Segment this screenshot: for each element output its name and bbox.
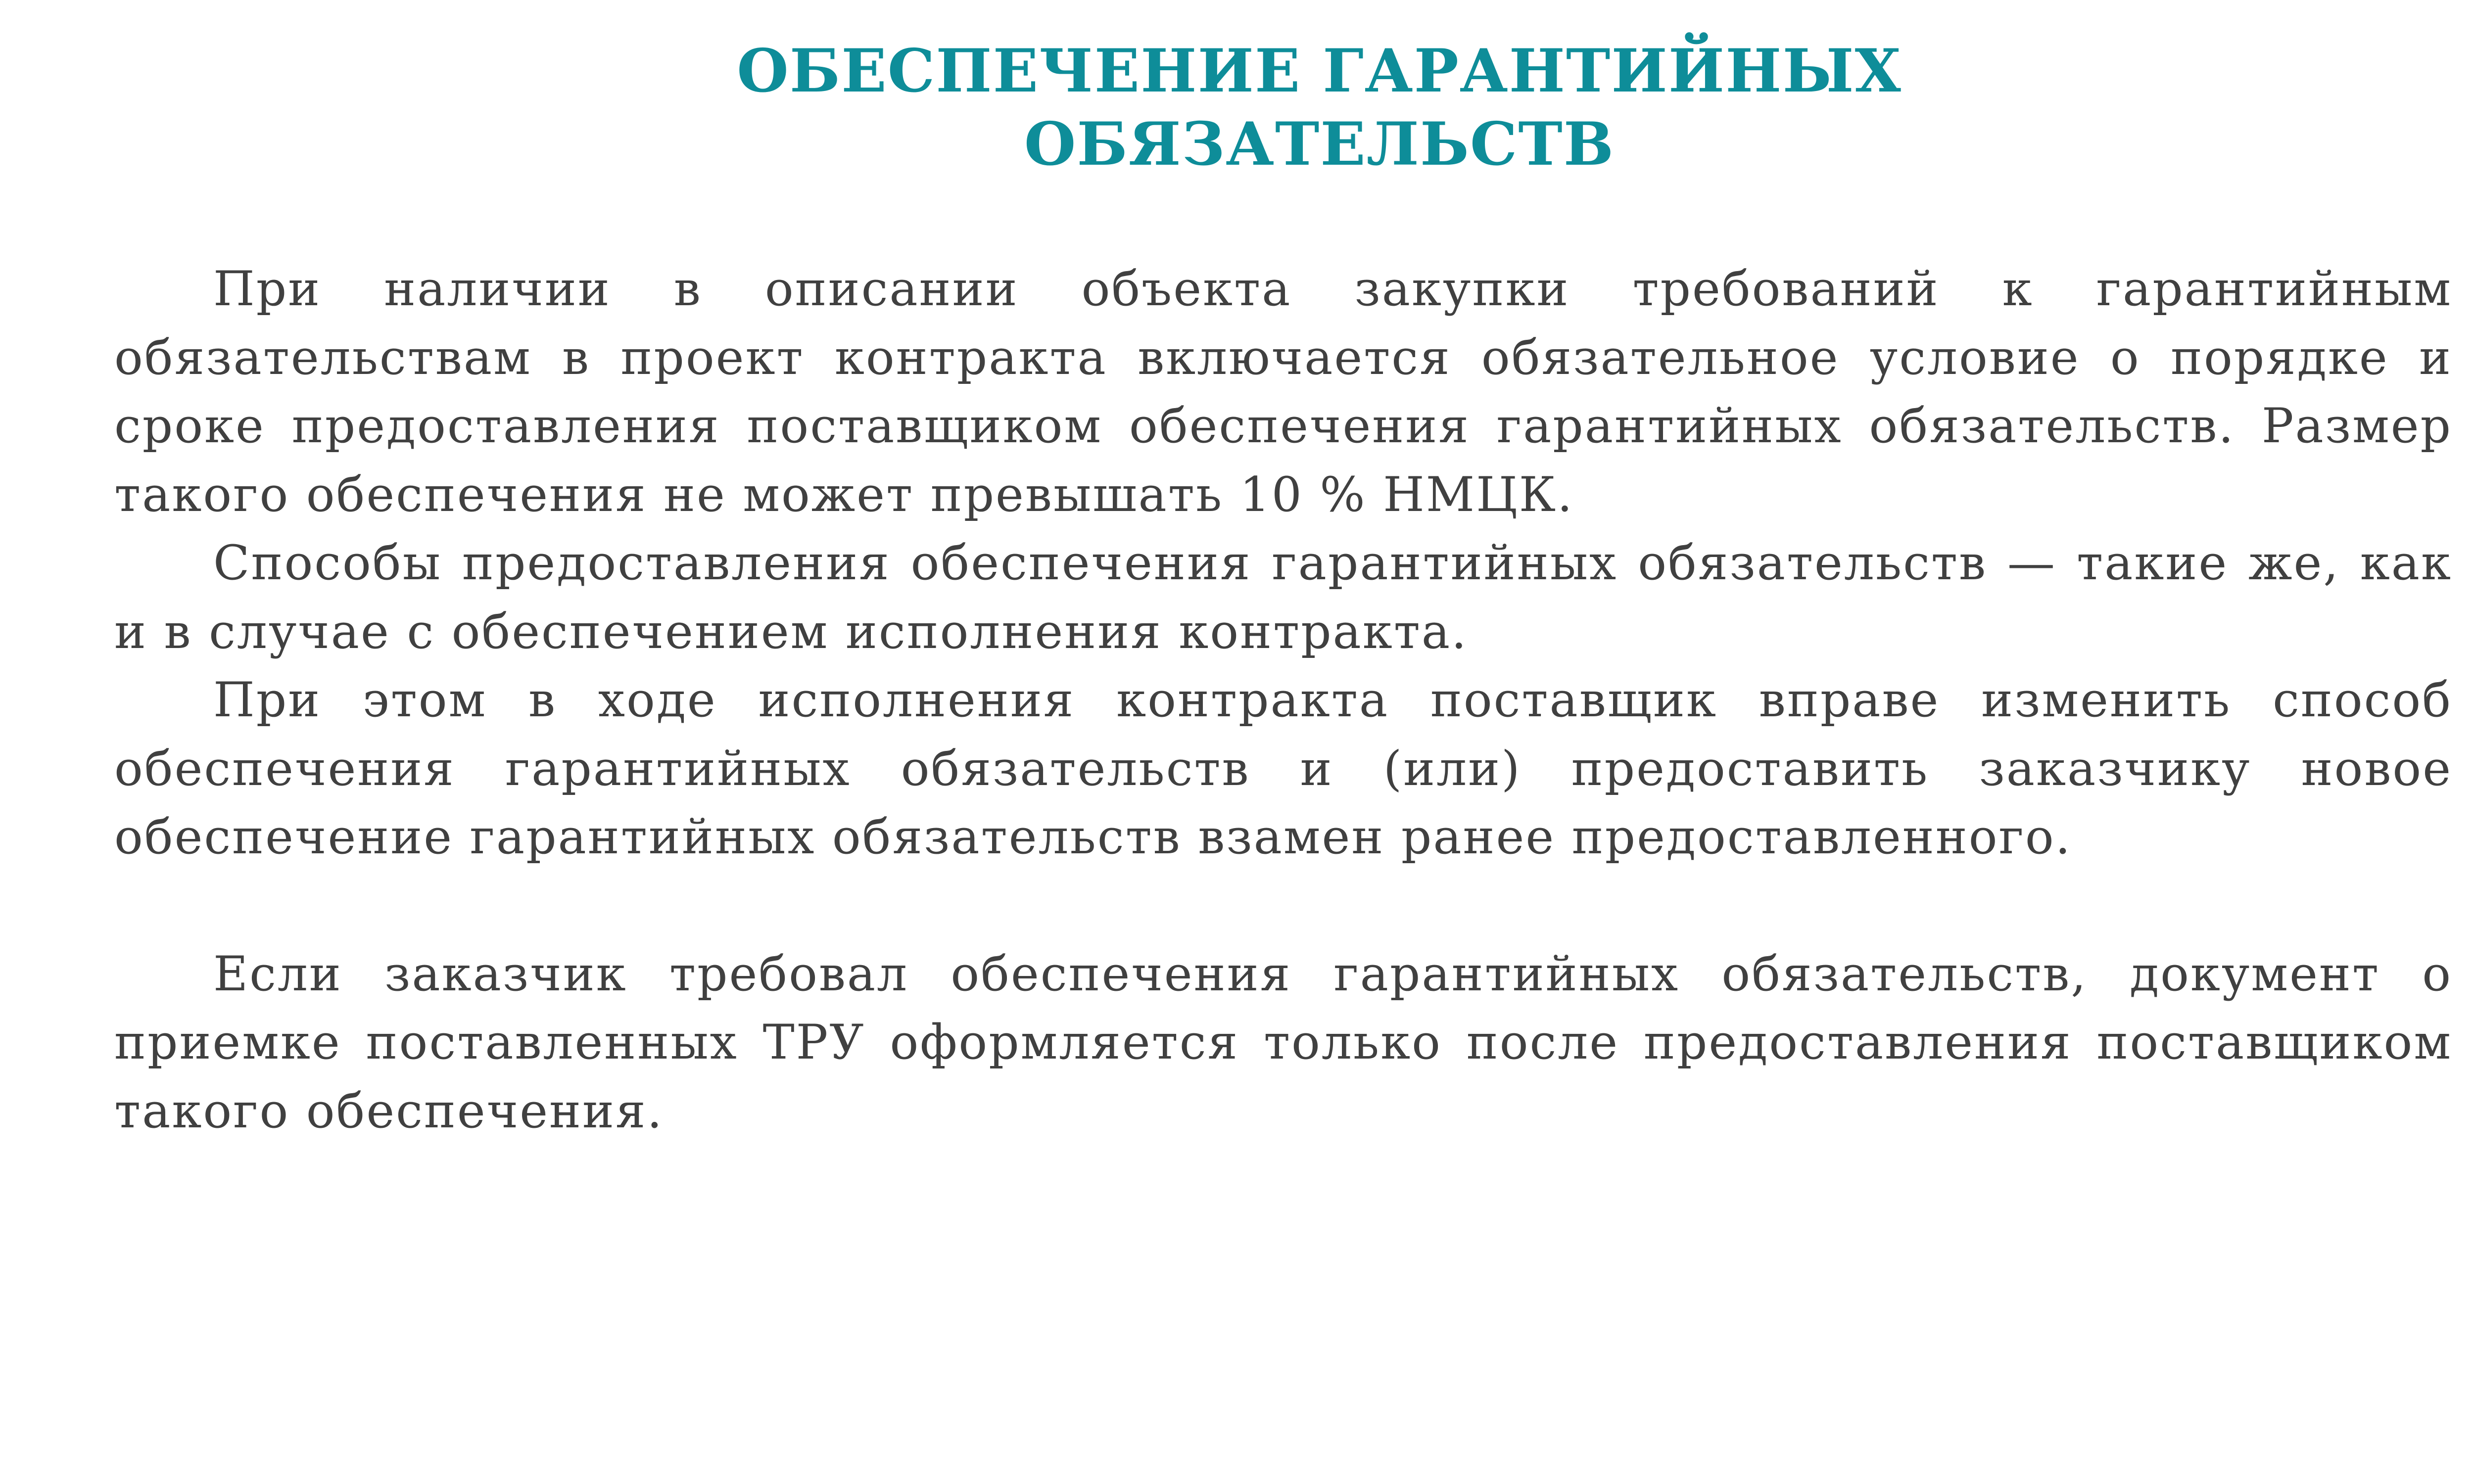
page-title <box>0 35 2474 181</box>
paragraph-change-security: При этом в ходе исполнения контракта поставщик вправе изменить способ обеспечения гарантийных обязательств и (или) предоставить заказчику новое обеспечение гарантийных обязательств взамен ранее предоставленного. <box>114 672 2452 865</box>
paragraph-guarantee-requirements: При наличии в описании объекта закупки требований к гарантийным обязательствам в проект контракта включается обязательное условие о порядке и сроке предоставления поставщиком обеспечения гарантийных обязательств. Размер такого обеспечения не может превышать 10 % НМЦК. <box>114 261 2452 522</box>
title-line-2: ОБЯЗАТЕЛЬСТВ <box>1024 109 1615 179</box>
paragraph-spacer <box>114 872 2452 940</box>
body-text <box>114 255 2452 1145</box>
paragraph-security-methods: Способы предоставления обеспечения гарантийных обязательств — такие же, как и в случае с обеспечением исполнения контракта. <box>114 535 2452 659</box>
title-line-1: ОБЕСПЕЧЕНИЕ ГАРАНТИЙНЫХ <box>737 36 1902 106</box>
paragraph-acceptance-document: Если заказчик требовал обеспечения гарантийных обязательств, документ о приемке поставленных ТРУ оформляется только после предоставления поставщиком такого обеспечения. <box>114 946 2452 1139</box>
